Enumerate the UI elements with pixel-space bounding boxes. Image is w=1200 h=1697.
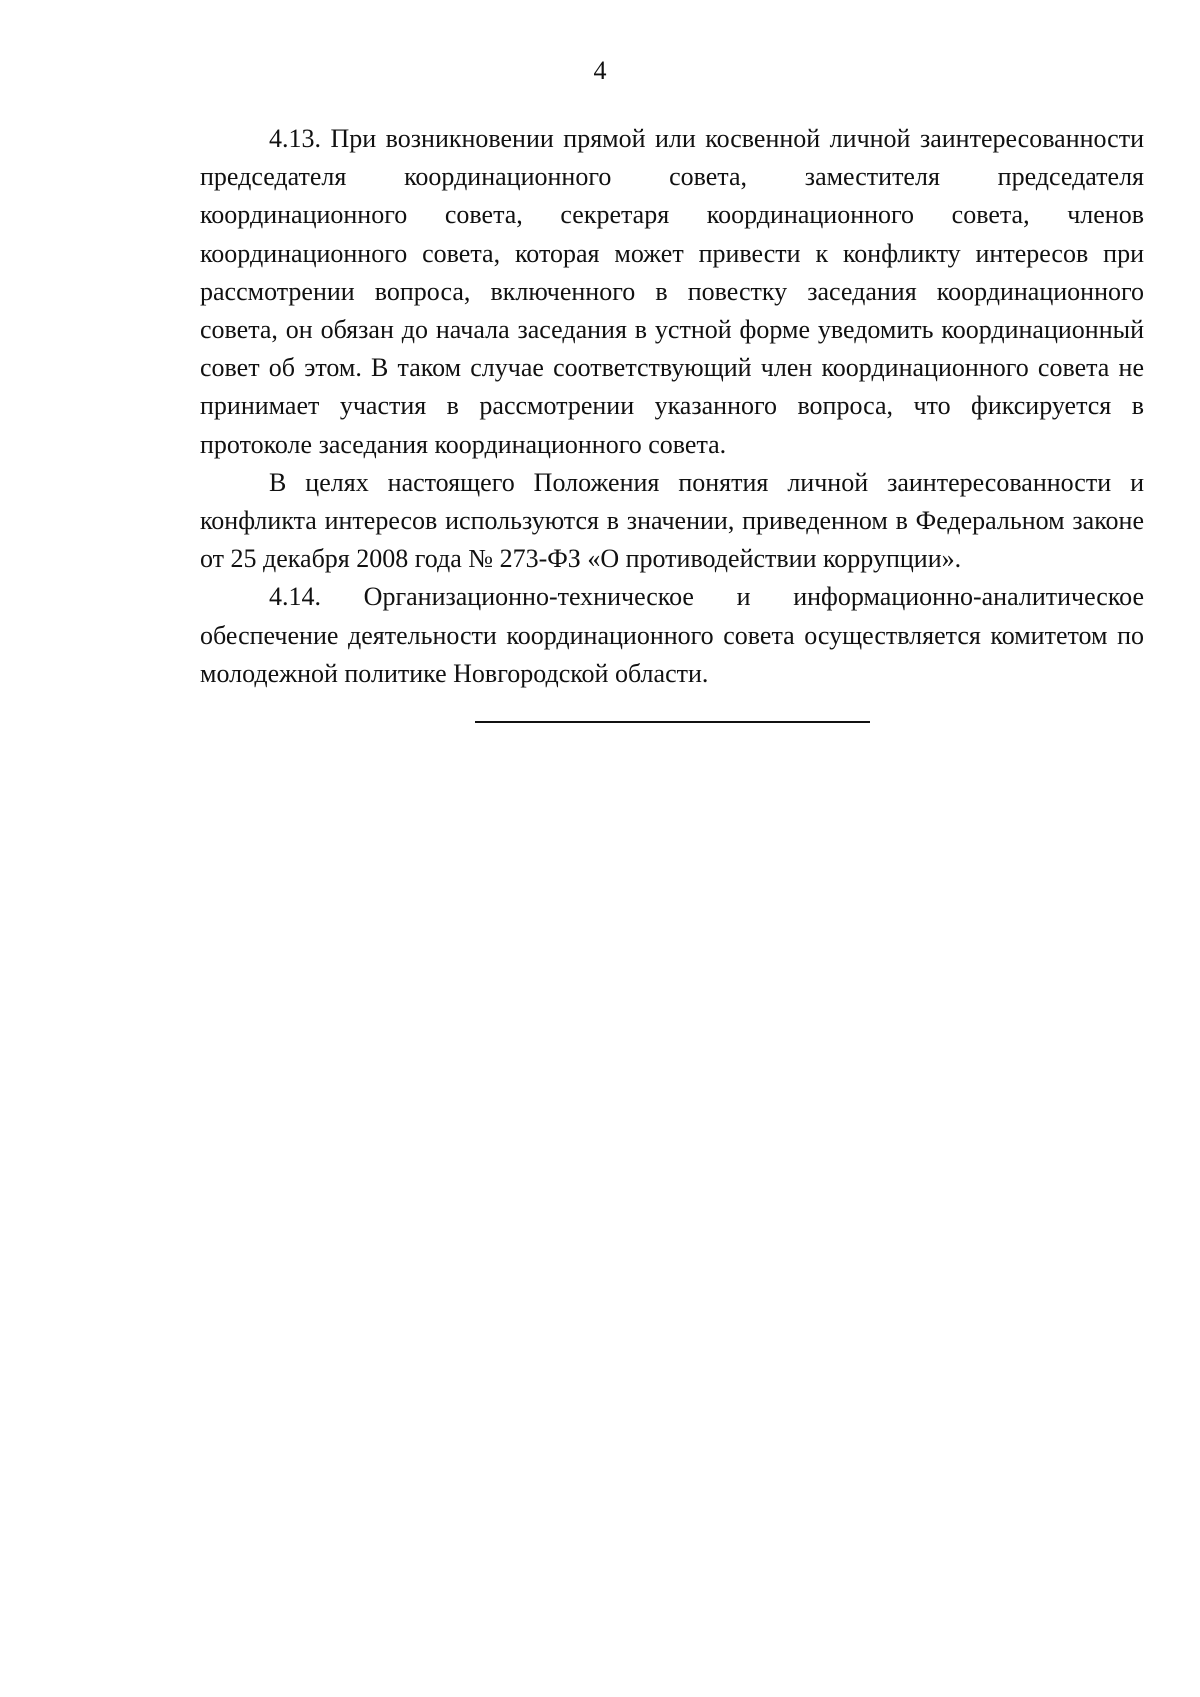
end-of-document-rule bbox=[475, 721, 870, 723]
paragraph-4-13: 4.13. При возникновении прямой или косвенной личной заинтересованности председателя координационного совета, заместителя председателя координационного совета, секретаря координационного совета, членов координационного совета, которая может привести к конфликту интересов при рассмотрении вопроса, включенного в повестку заседания координационного совета, он обязан до начала заседания в устной форме уведомить координационный совет об этом. В таком случае соответствующий член координационного совета не принимает участия в рассмотрении указанного вопроса, что фиксируется в протоколе заседания координационного совета. bbox=[200, 124, 1144, 459]
paragraph-4-14: 4.14. Организационно-техническое и информационно-аналитическое обеспечение деятельности координационного совета осуществляется комитетом по молодежной политике Новгородской области. bbox=[200, 582, 1144, 688]
paragraph-definitions: В целях настоящего Положения понятия личной заинтересованности и конфликта интересов используются в значении, приведенном в Федеральном законе от 25 декабря 2008 года № 273-ФЗ «О противодействии коррупции». bbox=[200, 467, 1144, 574]
page-number: 4 bbox=[593, 56, 607, 85]
document-body bbox=[200, 120, 1144, 693]
